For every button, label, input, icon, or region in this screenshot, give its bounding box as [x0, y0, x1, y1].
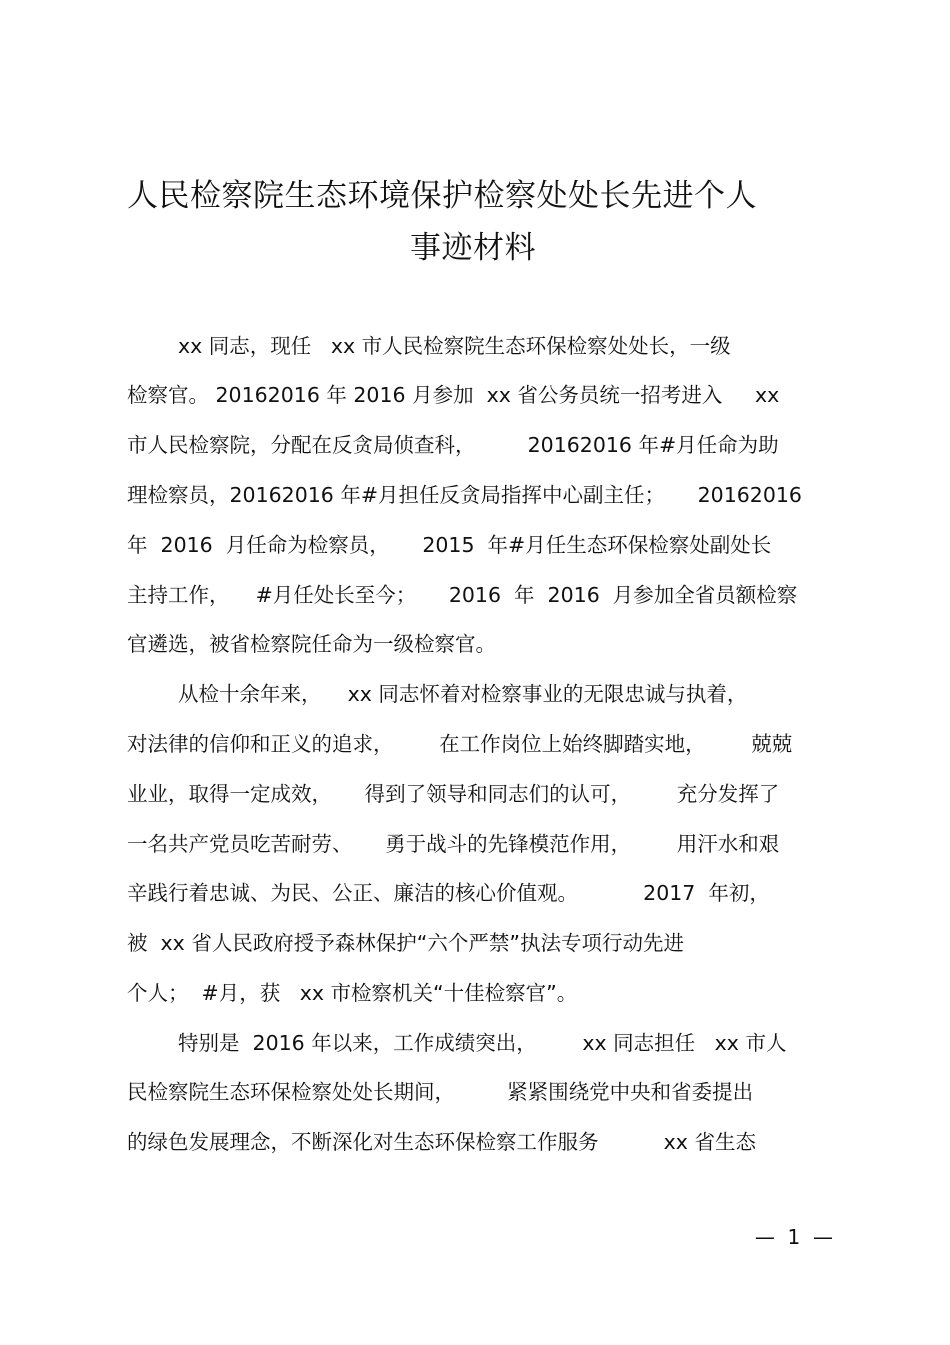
page-number: — 1 — [754, 1225, 833, 1249]
paragraph-1-line-6: 主持工作， #月任处长至今； 2016 年 2016 月参加全省员额检察 [127, 583, 798, 607]
paragraph-1-line-2: 检察官。 20162016 年 2016 月参加 xx 省公务员统一招考进入 xx [127, 383, 780, 407]
paragraph-2-line-5: 辛践行着忠诚、为民、公正、廉洁的核心价值观。 2017 年初， [127, 881, 770, 905]
paragraph-2-line-1: 从检十余年来， xx 同志怀着对检察事业的无限忠诚与执着， [178, 682, 748, 706]
paragraph-2-line-4: 一名共产党员吃苦耐劳、 勇于战斗的先锋模范作用， 用汗水和艰 [127, 832, 780, 856]
document-title-line-2: 事迹材料 [410, 230, 536, 266]
paragraph-2-line-7: 个人； #月，获 xx 市检察机关“十佳检察官”。 [127, 981, 578, 1005]
paragraph-3-line-2: 民检察院生态环保检察处处长期间， 紧紧围绕党中央和省委提出 [127, 1080, 754, 1104]
paragraph-3-line-1: 特别是 2016 年以来，工作成绩突出， xx 同志担任 xx 市人 [178, 1031, 787, 1055]
paragraph-1-line-4: 理检察员，20162016 年#月担任反贪局指挥中心副主任； 20162016 [127, 483, 802, 507]
paragraph-2-line-3: 业业，取得一定成效， 得到了领导和同志们的认可， 充分发挥了 [127, 782, 780, 806]
paragraph-1-line-3: 市人民检察院，分配在反贪局侦查科， 20162016 年#月任命为助 [127, 433, 779, 457]
paragraph-1-line-1: xx 同志，现任 xx 市人民检察院生态环保检察处处长，一级 [178, 334, 731, 358]
paragraph-2-line-2: 对法律的信仰和正义的追求， 在工作岗位上始终脚踏实地， 兢兢 [127, 732, 793, 756]
paragraph-3-line-3: 的绿色发展理念，不断深化对生态环保检察工作服务 xx 省生态 [127, 1130, 756, 1154]
paragraph-1-line-5: 年 2016 月任命为检察员， 2015 年#月任生态环保检察处副处长 [127, 533, 772, 557]
document-title-line-1: 人民检察院生态环境保护检察处处长先进个人 [127, 178, 757, 214]
paragraph-1-line-7: 官遴选，被省检察院任命为一级检察官。 [127, 632, 496, 656]
paragraph-2-line-6: 被 xx 省人民政府授予森林保护“六个严禁”执法专项行动先进 [127, 931, 685, 955]
